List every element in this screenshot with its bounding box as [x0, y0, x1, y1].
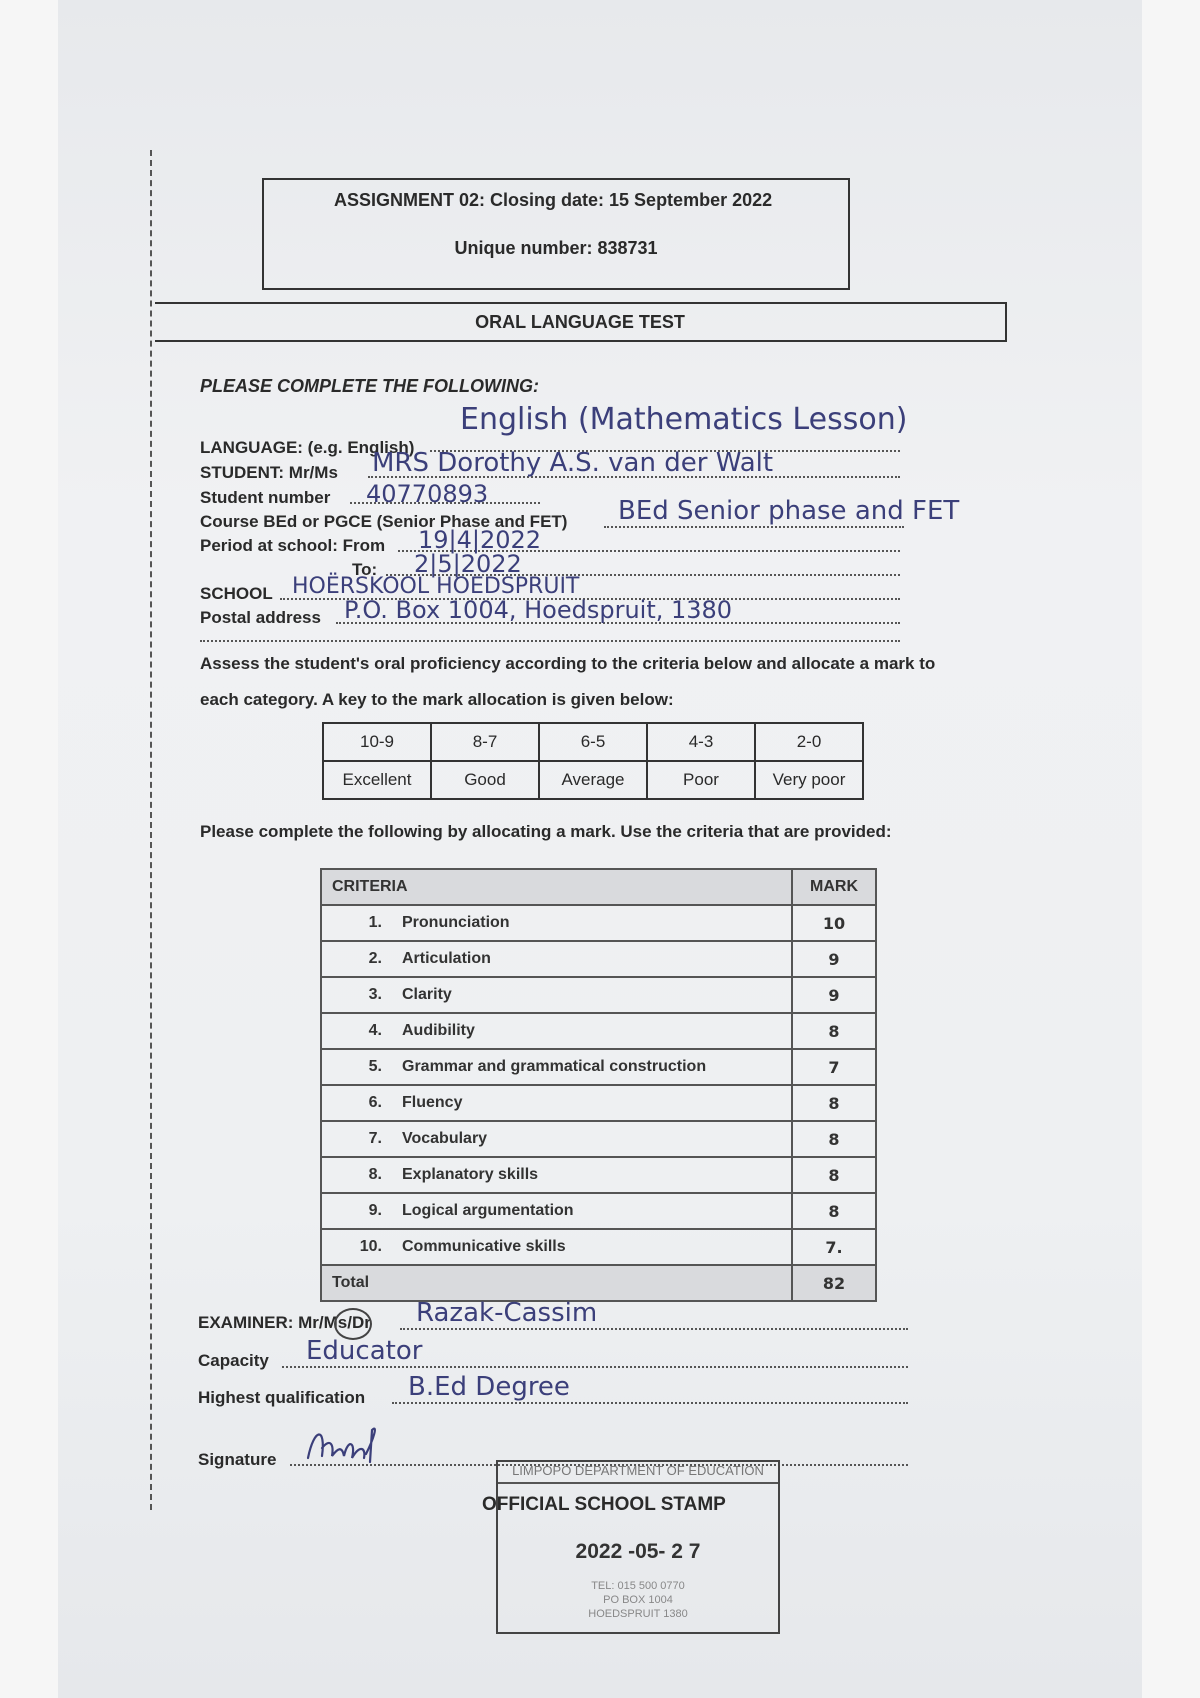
school-value: HOËRSKOOL HOEDSPRUIT — [292, 574, 580, 599]
criteria-number: 2. — [368, 950, 382, 967]
capacity-line — [282, 1366, 908, 1368]
criteria-number: 9. — [368, 1202, 382, 1219]
criteria-table — [320, 868, 877, 1302]
table-row — [321, 1229, 876, 1265]
key-label-cell: Poor — [647, 761, 755, 799]
complete-instruction: Please complete the following by allocating a mark. Use the criteria that are provided: — [200, 822, 892, 841]
criteria-number: 8. — [368, 1166, 382, 1183]
key-range-cell: 6-5 — [539, 723, 647, 761]
criteria-name: Audibility — [402, 1022, 475, 1039]
course-label: Course BEd or PGCE (Senior Phase and FET) — [200, 512, 568, 531]
table-row — [321, 941, 876, 977]
signature-scribble — [300, 1418, 390, 1470]
mark-key-table — [322, 722, 864, 800]
course-value: BEd Senior phase and FET — [618, 496, 960, 526]
criteria-mark: 9 — [792, 977, 876, 1013]
key-range-cell: 8-7 — [431, 723, 539, 761]
key-label-cell: Very poor — [755, 761, 863, 799]
examiner-value: Razak-Cassim — [416, 1298, 598, 1328]
criteria-mark: 8 — [792, 1193, 876, 1229]
page-margin-right — [1142, 0, 1200, 1698]
criteria-mark: 8 — [792, 1013, 876, 1049]
criteria-number: 6. — [368, 1094, 382, 1111]
key-label-cell: Excellent — [323, 761, 431, 799]
examiner-line — [400, 1328, 908, 1330]
criteria-name: Logical argumentation — [402, 1202, 574, 1219]
criteria-name: Pronunciation — [402, 914, 510, 931]
criteria-number: 7. — [368, 1130, 382, 1147]
table-row — [321, 1013, 876, 1049]
stamp-po-box: PO BOX 1004 — [603, 1594, 673, 1606]
table-row — [321, 1049, 876, 1085]
period-to-label: To: — [352, 560, 378, 579]
criteria-header-row — [321, 869, 876, 905]
stamp-date: 2022 -05- 2 7 — [575, 1540, 701, 1563]
table-row — [321, 1193, 876, 1229]
total-value: 82 — [792, 1265, 876, 1301]
school-label: SCHOOL — [200, 584, 273, 603]
criteria-mark: 10 — [792, 905, 876, 941]
qualification-value: B.Ed Degree — [408, 1372, 570, 1402]
page-margin-left — [0, 0, 58, 1698]
language-value: English (Mathematics Lesson) — [460, 402, 908, 437]
key-labels-row — [323, 761, 863, 799]
assignment-box — [262, 178, 850, 290]
period-to-value: 2|5|2022 — [414, 550, 522, 578]
criteria-number: 1. — [368, 914, 382, 931]
student-value: MRS Dorothy A.S. van der Walt — [372, 448, 774, 478]
capacity-value: Educator — [306, 1336, 423, 1366]
stamp-title: OFFICIAL SCHOOL STAMP — [482, 1494, 726, 1515]
criteria-number: 4. — [368, 1022, 382, 1039]
criteria-name: Articulation — [402, 950, 491, 967]
key-range-cell: 2-0 — [755, 723, 863, 761]
postal-value: P.O. Box 1004, Hoedspruit, 1380 — [344, 596, 733, 624]
key-label-cell: Good — [431, 761, 539, 799]
perforation-line — [150, 150, 152, 1510]
table-row — [321, 977, 876, 1013]
unique-number: Unique number: 838731 — [454, 238, 658, 258]
capacity-label: Capacity — [198, 1351, 269, 1370]
table-row — [321, 1157, 876, 1193]
key-range-cell: 4-3 — [647, 723, 755, 761]
criteria-mark: 8 — [792, 1157, 876, 1193]
extra-line — [200, 640, 900, 642]
language-label: LANGUAGE: (e.g. English) — [200, 438, 415, 457]
table-row — [321, 1085, 876, 1121]
key-range-cell: 10-9 — [323, 723, 431, 761]
criteria-name: Communicative skills — [402, 1238, 566, 1255]
signature-label: Signature — [198, 1450, 277, 1469]
stamp-town: HOEDSPRUIT 1380 — [588, 1608, 688, 1620]
key-ranges-row — [323, 723, 863, 761]
test-title: ORAL LANGUAGE TEST — [475, 312, 685, 332]
criteria-number: 5. — [368, 1058, 382, 1075]
criteria-name: Grammar and grammatical construction — [402, 1058, 707, 1075]
form-instruction: PLEASE COMPLETE THE FOLLOWING: — [200, 376, 539, 396]
table-row — [321, 905, 876, 941]
mark-header: MARK — [792, 869, 876, 905]
criteria-name: Explanatory skills — [402, 1166, 539, 1183]
postal-label: Postal address — [200, 608, 321, 627]
assignment-closing-date: ASSIGNMENT 02: Closing date: 15 September 2022 — [334, 190, 773, 210]
criteria-mark: 8 — [792, 1121, 876, 1157]
assess-instruction-line-1: Assess the student's oral proficiency according to the criteria below and allocate a mark to — [200, 654, 936, 673]
criteria-name: Clarity — [402, 986, 452, 1003]
period-from-label: Period at school: From — [200, 536, 386, 555]
period-from-value: 19|4|2022 — [418, 526, 542, 554]
assess-instruction-line-2: each category. A key to the mark allocation is given below: — [200, 690, 674, 709]
criteria-mark: 7. — [792, 1229, 876, 1265]
official-school-stamp — [482, 1460, 780, 1634]
examiner-label: EXAMINER: Mr/Ms/Dr — [198, 1313, 371, 1332]
stamp-telephone: TEL: 015 500 0770 — [591, 1580, 685, 1592]
criteria-mark: 9 — [792, 941, 876, 977]
criteria-name: Fluency — [402, 1094, 463, 1111]
student-label: STUDENT: Mr/Ms — [200, 463, 338, 482]
criteria-header: CRITERIA — [321, 869, 792, 905]
total-row — [321, 1265, 876, 1301]
student-number-label: Student number — [200, 488, 331, 507]
criteria-number: 10. — [359, 1238, 382, 1255]
student-number-value: 40770893 — [366, 480, 489, 508]
qualification-line — [392, 1402, 908, 1404]
test-title-box — [155, 302, 1007, 342]
total-label: Total — [321, 1265, 792, 1301]
criteria-mark: 8 — [792, 1085, 876, 1121]
criteria-name: Vocabulary — [402, 1130, 488, 1147]
course-line — [604, 526, 904, 528]
qualification-label: Highest qualification — [198, 1388, 366, 1407]
criteria-number: 3. — [368, 986, 382, 1003]
key-label-cell: Average — [539, 761, 647, 799]
stamp-department: LIMPOPO DEPARTMENT OF EDUCATION — [498, 1460, 778, 1484]
criteria-mark: 7 — [792, 1049, 876, 1085]
table-row — [321, 1121, 876, 1157]
